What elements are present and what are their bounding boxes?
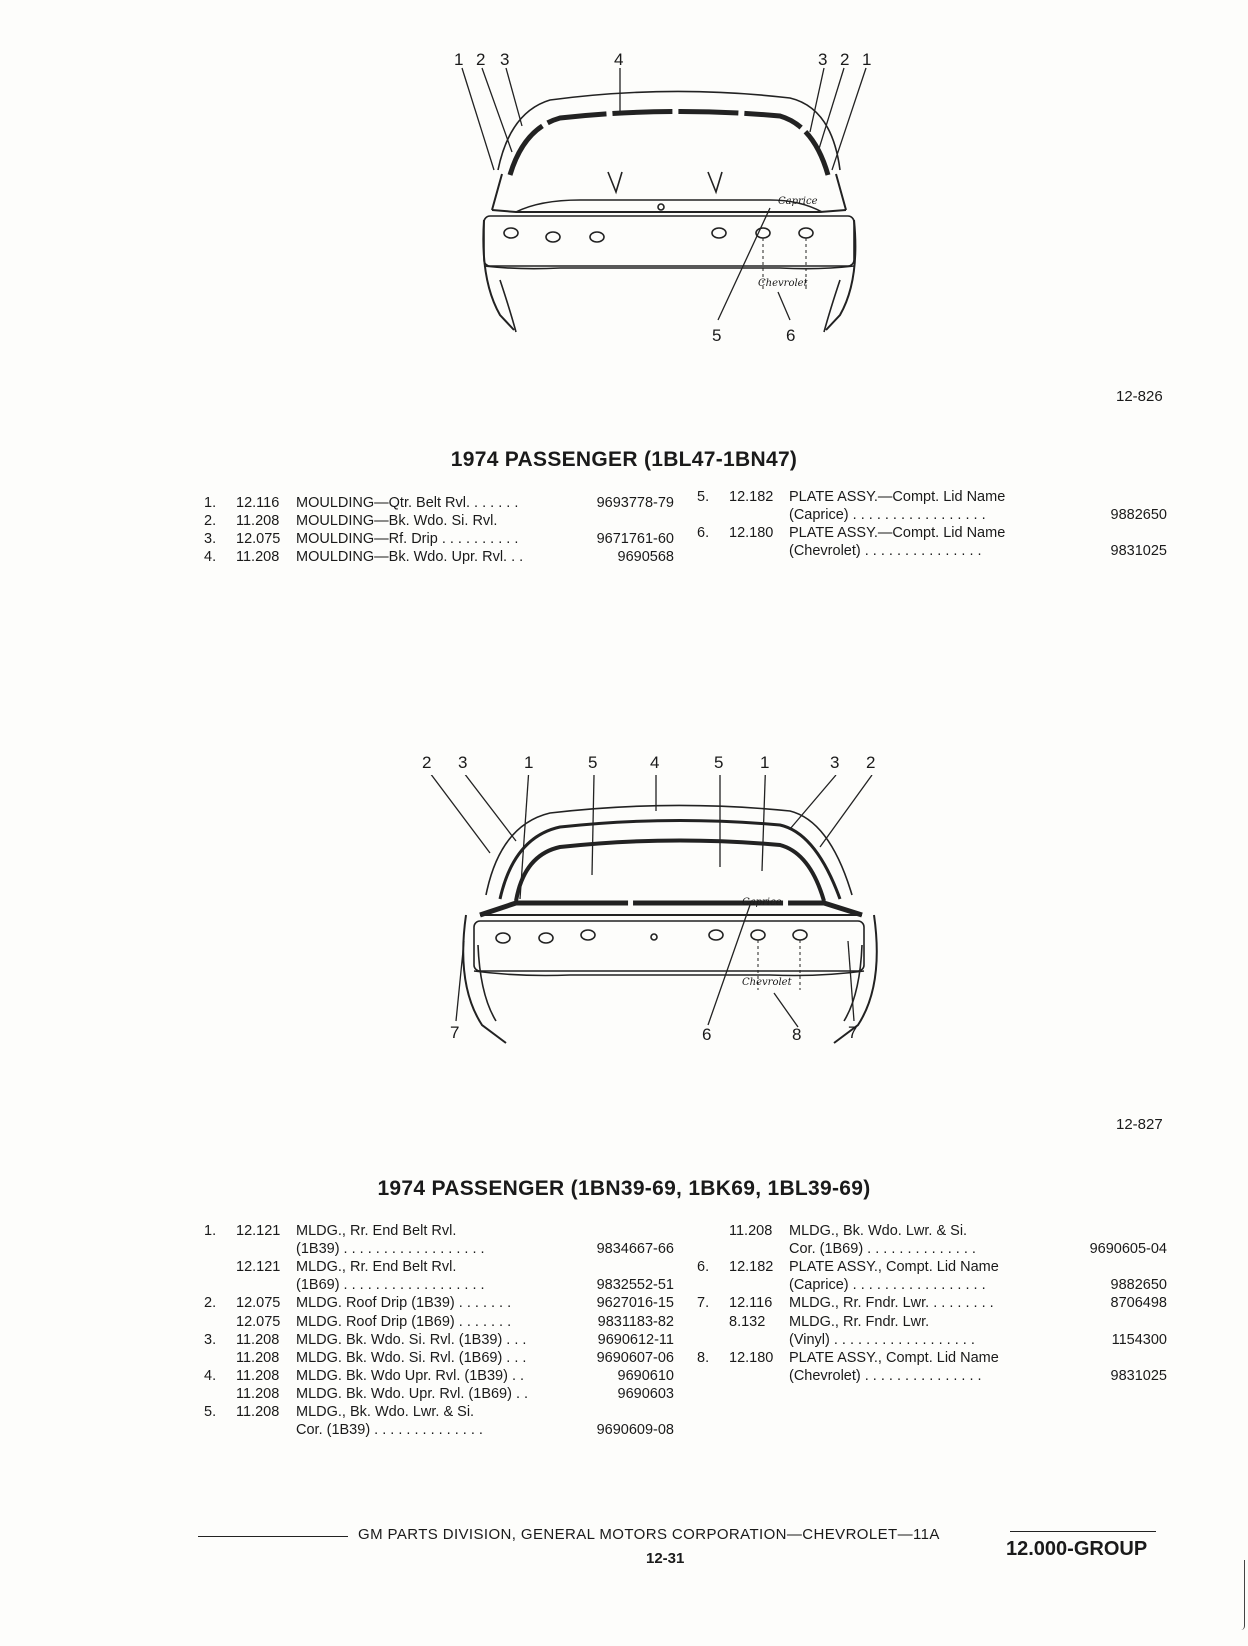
- group-number: 11.208: [236, 1385, 280, 1402]
- group-number: 11.208: [236, 513, 280, 529]
- part-number: 9627016-15: [596, 1295, 674, 1312]
- group-number: 12.121: [236, 1223, 281, 1239]
- part-description: MLDG. Bk. Wdo Upr. Rvl. (1B39) . .: [296, 1367, 525, 1384]
- part-description: MOULDING—Bk. Wdo. Si. Rvl.: [296, 513, 498, 529]
- group-number: 11.208: [729, 1223, 773, 1239]
- part-description: (Caprice) . . . . . . . . . . . . . . . . .: [789, 507, 986, 523]
- part-description: Cor. (1B69) . . . . . . . . . . . . . .: [789, 1241, 976, 1258]
- part-number: 9690605-04: [1089, 1241, 1167, 1258]
- part-description: MLDG. Roof Drip (1B69) . . . . . . .: [296, 1313, 512, 1330]
- item-number: 6.: [697, 525, 710, 541]
- group-number: 11.208: [236, 549, 280, 565]
- callout-7-right: 7: [848, 1023, 858, 1042]
- group-number: 12.075: [236, 1313, 281, 1330]
- part-description: PLATE ASSY., Compt. Lid Name: [789, 1349, 999, 1366]
- part-description: PLATE ASSY.—Compt. Lid Name: [789, 525, 1006, 541]
- part-description: MLDG., Rr. End Belt Rvl.: [296, 1223, 457, 1239]
- item-number: 8.: [697, 1349, 710, 1366]
- item-number: 6.: [697, 1259, 710, 1276]
- section-2-title: 1974 PASSENGER (1BN39-69, 1BK69, 1BL39-69): [377, 1177, 871, 1200]
- callout-7-left: 7: [450, 1023, 460, 1042]
- part-number: 9834667-66: [596, 1241, 674, 1258]
- part-description: MLDG., Bk. Wdo. Lwr. & Si.: [296, 1404, 475, 1420]
- callout-4: 4: [650, 753, 660, 772]
- part-description: Cor. (1B39) . . . . . . . . . . . . . .: [296, 1422, 483, 1439]
- part-description: MLDG. Roof Drip (1B39) . . . . . . .: [296, 1295, 512, 1312]
- part-number: 9690612-11: [597, 1331, 674, 1348]
- footer-rule-right: [1010, 1531, 1156, 1532]
- part-number: 1154300: [1111, 1331, 1167, 1348]
- callout-8: 8: [792, 1025, 802, 1044]
- footer-division: GM PARTS DIVISION, GENERAL MOTORS CORPORATION—CHEVROLET—11A: [358, 1526, 940, 1543]
- figure-2-rear-view-diagram: [420, 753, 920, 1095]
- part-description: MLDG. Bk. Wdo. Si. Rvl. (1B69) . . .: [296, 1349, 527, 1366]
- callout-2-right: 2: [840, 50, 850, 69]
- part-description: MOULDING—Rf. Drip . . . . . . . . . .: [296, 531, 519, 547]
- figure-1-number: 12-826: [1116, 388, 1163, 405]
- part-description: (1B39) . . . . . . . . . . . . . . . . . .: [296, 1241, 485, 1258]
- item-number: 1.: [204, 1223, 217, 1239]
- group-number: 8.132: [729, 1313, 766, 1330]
- part-number: 9831183-82: [597, 1313, 674, 1330]
- figure-1-rear-view-diagram: [440, 40, 920, 360]
- callout-5: 5: [712, 326, 722, 345]
- part-number: 9690607-06: [596, 1349, 674, 1366]
- item-number: 5.: [697, 489, 710, 505]
- item-number: 7.: [697, 1295, 710, 1312]
- part-description: MLDG. Bk. Wdo. Si. Rvl. (1B39) . . .: [296, 1331, 527, 1348]
- part-number: 9882650: [1110, 1277, 1167, 1294]
- part-description: MLDG., Rr. Fndr. Lwr. . . . . . . . .: [789, 1295, 994, 1312]
- group-number: 12.182: [729, 1259, 774, 1276]
- part-description: MOULDING—Qtr. Belt Rvl. . . . . . .: [296, 495, 519, 511]
- item-number: 4.: [204, 549, 217, 565]
- item-number: 2.: [204, 513, 217, 529]
- group-label: 12.000-GROUP: [1006, 1538, 1148, 1560]
- item-number: 4.: [204, 1367, 217, 1384]
- callout-3-left: 3: [458, 753, 468, 772]
- part-description: MLDG. Bk. Wdo. Upr. Rvl. (1B69) . .: [296, 1385, 529, 1402]
- part-description: MLDG., Rr. Fndr. Lwr.: [789, 1313, 930, 1330]
- footer-rule-left: [198, 1536, 348, 1537]
- part-number: 9690568: [617, 549, 674, 565]
- part-number: 9690603: [617, 1385, 674, 1402]
- group-number: 12.180: [729, 1349, 774, 1366]
- part-description: MLDG., Rr. End Belt Rvl.: [296, 1259, 457, 1276]
- item-number: 2.: [204, 1295, 217, 1312]
- callout-1-left: 1: [524, 753, 534, 772]
- callout-1-right: 1: [862, 50, 872, 69]
- callout-6: 6: [786, 326, 796, 345]
- callout-2-right: 2: [866, 753, 876, 772]
- callout-1-left: 1: [454, 50, 464, 69]
- group-number: 12.180: [729, 525, 774, 541]
- part-description: MLDG., Bk. Wdo. Lwr. & Si.: [789, 1223, 968, 1239]
- callout-2-left: 2: [422, 753, 432, 772]
- part-number: 9671761-60: [596, 531, 674, 547]
- group-number: 12.182: [729, 489, 774, 505]
- item-number: 1.: [204, 495, 217, 511]
- callout-3-left: 3: [500, 50, 510, 69]
- chevrolet-script-plate: Chevrolet: [742, 977, 792, 988]
- figure-2-number: 12-827: [1116, 1116, 1163, 1133]
- callout-6: 6: [702, 1025, 712, 1044]
- part-description: PLATE ASSY.—Compt. Lid Name: [789, 489, 1006, 505]
- group-number: 11.208: [236, 1404, 280, 1420]
- part-description: (1B69) . . . . . . . . . . . . . . . . . .: [296, 1277, 485, 1294]
- callout-1-right: 1: [760, 753, 770, 772]
- group-number: 12.075: [236, 531, 281, 547]
- part-description: (Vinyl) . . . . . . . . . . . . . . . . . .: [789, 1331, 975, 1348]
- part-number: 9831025: [1110, 1367, 1167, 1384]
- part-description: MOULDING—Bk. Wdo. Upr. Rvl. . .: [296, 549, 524, 565]
- caprice-script-plate: Caprice: [742, 897, 782, 908]
- part-number: 9690609-08: [596, 1422, 674, 1439]
- scan-edge-mark: [1241, 1560, 1245, 1630]
- group-number: 11.208: [236, 1331, 280, 1348]
- group-number: 12.116: [729, 1295, 773, 1312]
- callout-3-right: 3: [818, 50, 828, 69]
- page-number: 12-31: [646, 1550, 685, 1567]
- part-description: (Caprice) . . . . . . . . . . . . . . . . .: [789, 1277, 986, 1294]
- group-number: 12.121: [236, 1259, 281, 1276]
- group-number: 11.208: [236, 1367, 280, 1384]
- section-1-title: 1974 PASSENGER (1BL47-1BN47): [450, 448, 798, 471]
- item-number: 5.: [204, 1404, 217, 1420]
- part-number: 9882650: [1110, 507, 1167, 523]
- callout-5-right: 5: [714, 753, 724, 772]
- item-number: 3.: [204, 1331, 217, 1348]
- part-number: 9690610: [617, 1367, 674, 1384]
- part-description: (Chevrolet) . . . . . . . . . . . . . . .: [789, 1367, 982, 1384]
- part-description: PLATE ASSY., Compt. Lid Name: [789, 1259, 999, 1276]
- item-number: 3.: [204, 531, 217, 547]
- group-number: 12.116: [236, 495, 280, 511]
- callout-3-right: 3: [830, 753, 840, 772]
- caprice-script-plate: Caprice: [778, 196, 818, 207]
- part-number: 9831025: [1110, 543, 1167, 559]
- part-description: (Chevrolet) . . . . . . . . . . . . . . .: [789, 543, 982, 559]
- chevrolet-script-plate: Chevrolet: [758, 278, 808, 289]
- callout-4: 4: [614, 50, 624, 69]
- callout-5-left: 5: [588, 753, 598, 772]
- group-number: 12.075: [236, 1295, 281, 1312]
- part-number: 9832552-51: [596, 1277, 674, 1294]
- callout-2-left: 2: [476, 50, 486, 69]
- part-number: 9693778-79: [596, 495, 674, 511]
- part-number: 8706498: [1110, 1295, 1167, 1312]
- group-number: 11.208: [236, 1349, 280, 1366]
